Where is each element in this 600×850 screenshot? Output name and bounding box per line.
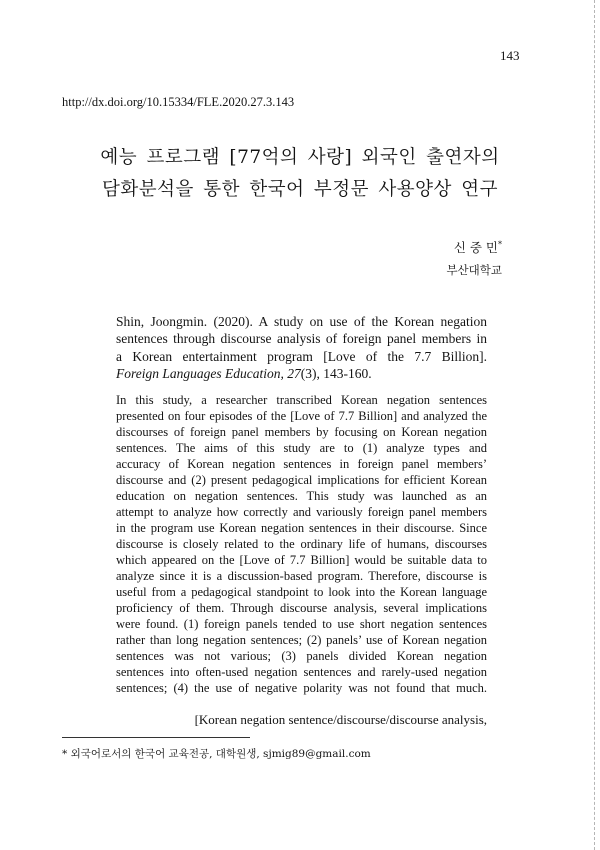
abstract-line: education on negation sentences. This study was launched as an <box>116 489 487 503</box>
citation-block <box>116 313 487 383</box>
abstract <box>116 392 487 696</box>
abstract-line: in the program use Korean negation sentences in their discourse. Since <box>116 521 487 535</box>
abstract-line: discourses of foreign panel members by focusing on Korean negation <box>116 425 487 439</box>
abstract-line: proficiency of them. Through discourse analysis, several implications <box>116 601 487 615</box>
footnote-mark: * <box>62 748 68 760</box>
abstract-line: useful from a pedagogical standpoint to look into the Korean language <box>116 585 487 599</box>
abstract-line: which appeared on the [Love of 7.7 Billion] would be suitable data to <box>116 553 487 567</box>
citation-line: Shin, Joongmin. (2020). A study on use of the Korean negation <box>116 314 487 329</box>
citation-journal-line <box>116 365 487 382</box>
abstract-line: sentences. The aims of this study are to (1) analyze types and <box>116 441 487 455</box>
citation-line: sentences through discourse analysis of foreign panel members in <box>116 331 487 347</box>
title-line-2: 담화분석을 통한 한국어 부정문 사용양상 연구 <box>102 179 498 200</box>
page-edge-dashed-rule <box>594 0 595 850</box>
abstract-line: presented on four episodes of the [Love of 7.7 Billion] and analyzed the <box>116 409 487 423</box>
abstract-line: sentences was not various; (3) panels divided Korean negation <box>116 649 487 663</box>
abstract-line: rather than long negation sentences; (2) panels’ use of Korean negation <box>116 633 487 647</box>
author-name-text: 신 중 민 <box>453 240 498 255</box>
abstract-line: were found. (1) foreign panels tended to use short negation sentences <box>116 617 487 631</box>
abstract-line: discourse and (2) present pedagogical implications for efficient Korean <box>116 473 487 487</box>
article-title <box>40 142 560 206</box>
abstract-line: accuracy of Korean negation sentences in foreign panel members’ <box>116 457 487 471</box>
author-footnote-mark: * <box>498 239 502 249</box>
footnote-text: 외국어로서의 한국어 교육전공, 대학원생, sjmig89@gmail.com <box>70 748 371 760</box>
citation-line: a Korean entertainment program [Love of the 7.7 Billion]. <box>116 348 487 364</box>
page-number: 143 <box>500 48 520 63</box>
doi-link[interactable]: http://dx.doi.org/10.15334/FLE.2020.27.3.143 <box>62 95 295 109</box>
citation-issue-pages: (3), 143-160. <box>300 366 372 382</box>
keywords: [Korean negation sentence/discourse/discourse analysis, <box>194 712 487 727</box>
abstract-line: discourse is closely related to the ordinary life of humans, discourses <box>116 537 487 551</box>
abstract-line: sentences; (4) the use of negative polarity was not found that much. <box>116 681 487 695</box>
abstract-line: attempt to analyze how correctly and variously foreign panel members <box>116 505 487 519</box>
footnote <box>62 747 371 762</box>
abstract-line: In this study, a researcher transcribed Korean negation sentences <box>116 393 487 407</box>
title-line-1: 예능 프로그램 [77억의 사랑] 외국인 출연자의 <box>100 147 500 168</box>
footnote-separator <box>62 737 250 738</box>
abstract-line: analyze since it is a discussion-based program. Therefore, discourse is <box>116 569 487 583</box>
abstract-line: sentences into often-used negation sentences and rarely-used negation <box>116 665 487 679</box>
author-affiliation: 부산대학교 <box>446 263 502 277</box>
author-name <box>200 240 502 256</box>
citation-journal-name: Foreign Languages Education, 27 <box>116 366 301 382</box>
